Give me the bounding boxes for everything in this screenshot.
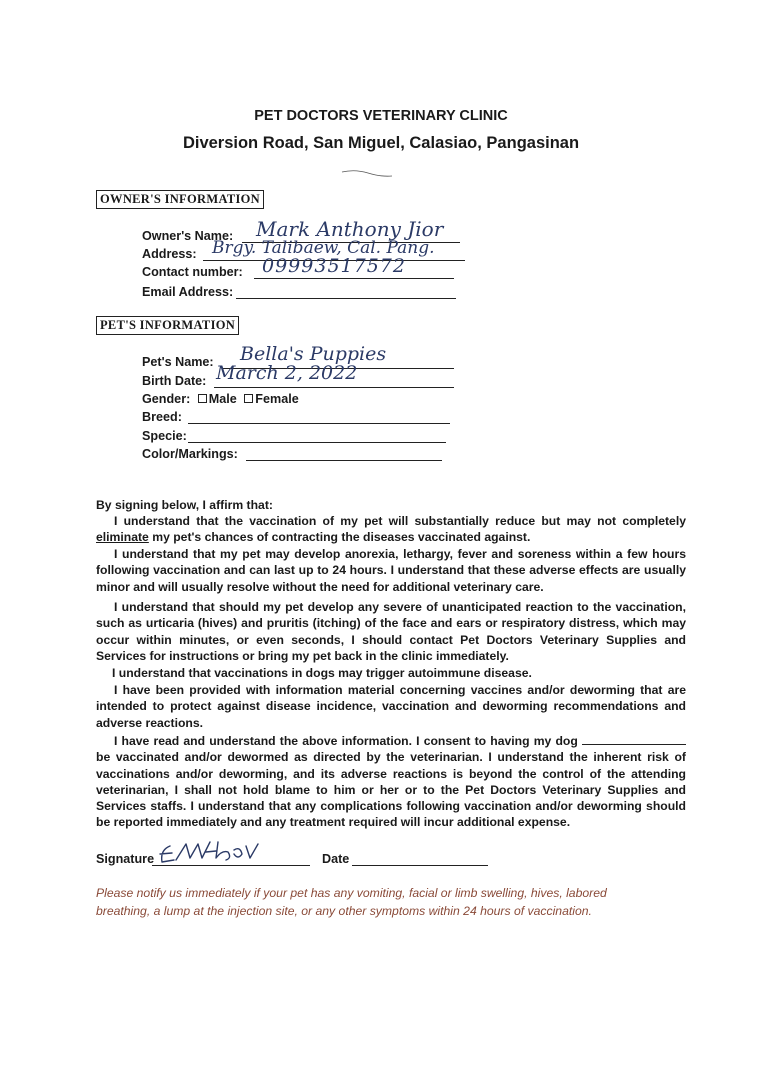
consent-intro: By signing below, I affirm that: (96, 498, 273, 512)
consent-paragraph-5 (96, 682, 686, 731)
consent-paragraph-3 (96, 599, 686, 664)
pet-section-title: PET'S INFORMATION (96, 316, 239, 335)
birth-date-value: March 2, 2022 (216, 362, 358, 384)
p2-text: I understand that my pet may develop anorexia, lethargy, fever and soreness within a few hours following vaccination and can last up to 24 hours. I understand that these adverse effects are usually minor and will usually resolve without the need for additional veterinary care. (96, 547, 686, 594)
color-markings-field[interactable] (246, 446, 442, 461)
gender-male-label: Male (208, 392, 237, 406)
pen-mark-decoration (340, 166, 400, 180)
gender-female-label: Female (255, 392, 299, 406)
clinic-address: Diversion Road, San Miguel, Calasiao, Pangasinan (182, 134, 580, 152)
date-field[interactable] (352, 851, 488, 866)
gender-row (142, 392, 299, 406)
p1-text-b: my pet's chances of contracting the diseases vaccinated against. (148, 530, 531, 545)
breed-label: Breed: (142, 410, 182, 424)
owner-section-title: OWNER'S INFORMATION (96, 190, 264, 209)
owner-name-value: Mark Anthony Jior (256, 217, 444, 241)
specie-label: Specie: (142, 429, 187, 443)
p3-text: I understand that should my pet develop any severe of unanticipated reaction to the vaccination, such as urticaria (hives) and pruritis (itching) of the face and ears or respiratory distress, which may occur within minutes, or even seconds, I should contact Pet Doctors Veterinary Supplies and Services for instructions or bring my pet back in the clinic immediately. (96, 600, 686, 663)
gender-male-checkbox[interactable] (198, 394, 207, 403)
email-field[interactable] (236, 284, 456, 299)
handwritten-signature (156, 836, 266, 870)
p6-text-b: be vaccinated and/or dewormed as directed by the veterinarian. I understand the inherent risk of vaccinations and/or deworming, and its adverse reactions is beyond the control of the attending veterinarian, I shall not hold blame to him or her or to the Pet Doctors Veterinary Supplies and Services staffs. I understand that any complications following vaccination and/or deworming should be reported immediately and any treatment required will incur additional expense. (96, 750, 686, 830)
pet-name-label: Pet's Name: (142, 355, 214, 369)
consent-paragraph-2 (96, 546, 686, 595)
p4-text: I understand that vaccinations in dogs may trigger autoimmune disease. (112, 666, 532, 680)
breed-field[interactable] (188, 409, 450, 424)
dog-name-blank[interactable] (582, 733, 686, 745)
gender-label: Gender: (142, 392, 191, 406)
address-value: Brgy. Talibaew, Cal. Pang. (212, 238, 435, 258)
consent-paragraph-1 (96, 513, 686, 546)
birth-date-label: Birth Date: (142, 374, 207, 388)
contact-label: Contact number: (142, 265, 243, 279)
p5-text: I have been provided with information material concerning vaccines and/or deworming that are intended to protect against disease incidence, vaccination and deworming recommendations and adverse reactions. (96, 683, 686, 730)
signature-label: Signature (96, 852, 155, 866)
specie-field[interactable] (188, 428, 446, 443)
consent-paragraph-4 (96, 665, 686, 681)
email-label: Email Address: (142, 285, 234, 299)
post-vaccination-notice: Please notify us immediately if your pet has any vomiting, facial or limb swelling, hives, labored breathing, a lump at the injection site, or any other symptoms within 24 hours of vaccination. (96, 886, 607, 918)
contact-value: 09993517572 (262, 255, 406, 277)
p6-text-a: I have read and understand the above information. I consent to having my dog (114, 734, 578, 748)
owner-name-label: Owner's Name: (142, 229, 234, 243)
p1-text-a: I understand that the vaccination of my pet will substantially reduce but may not completely (114, 514, 686, 528)
color-markings-label: Color/Markings: (142, 447, 238, 461)
gender-female-checkbox[interactable] (244, 394, 253, 403)
p1-underlined-word: eliminate (96, 530, 149, 545)
clinic-name: PET DOCTORS VETERINARY CLINIC (254, 108, 508, 124)
date-label: Date (322, 852, 350, 866)
pet-name-value: Bella's Puppies (240, 343, 387, 365)
consent-paragraph-6 (96, 733, 686, 831)
address-label: Address: (142, 247, 197, 261)
